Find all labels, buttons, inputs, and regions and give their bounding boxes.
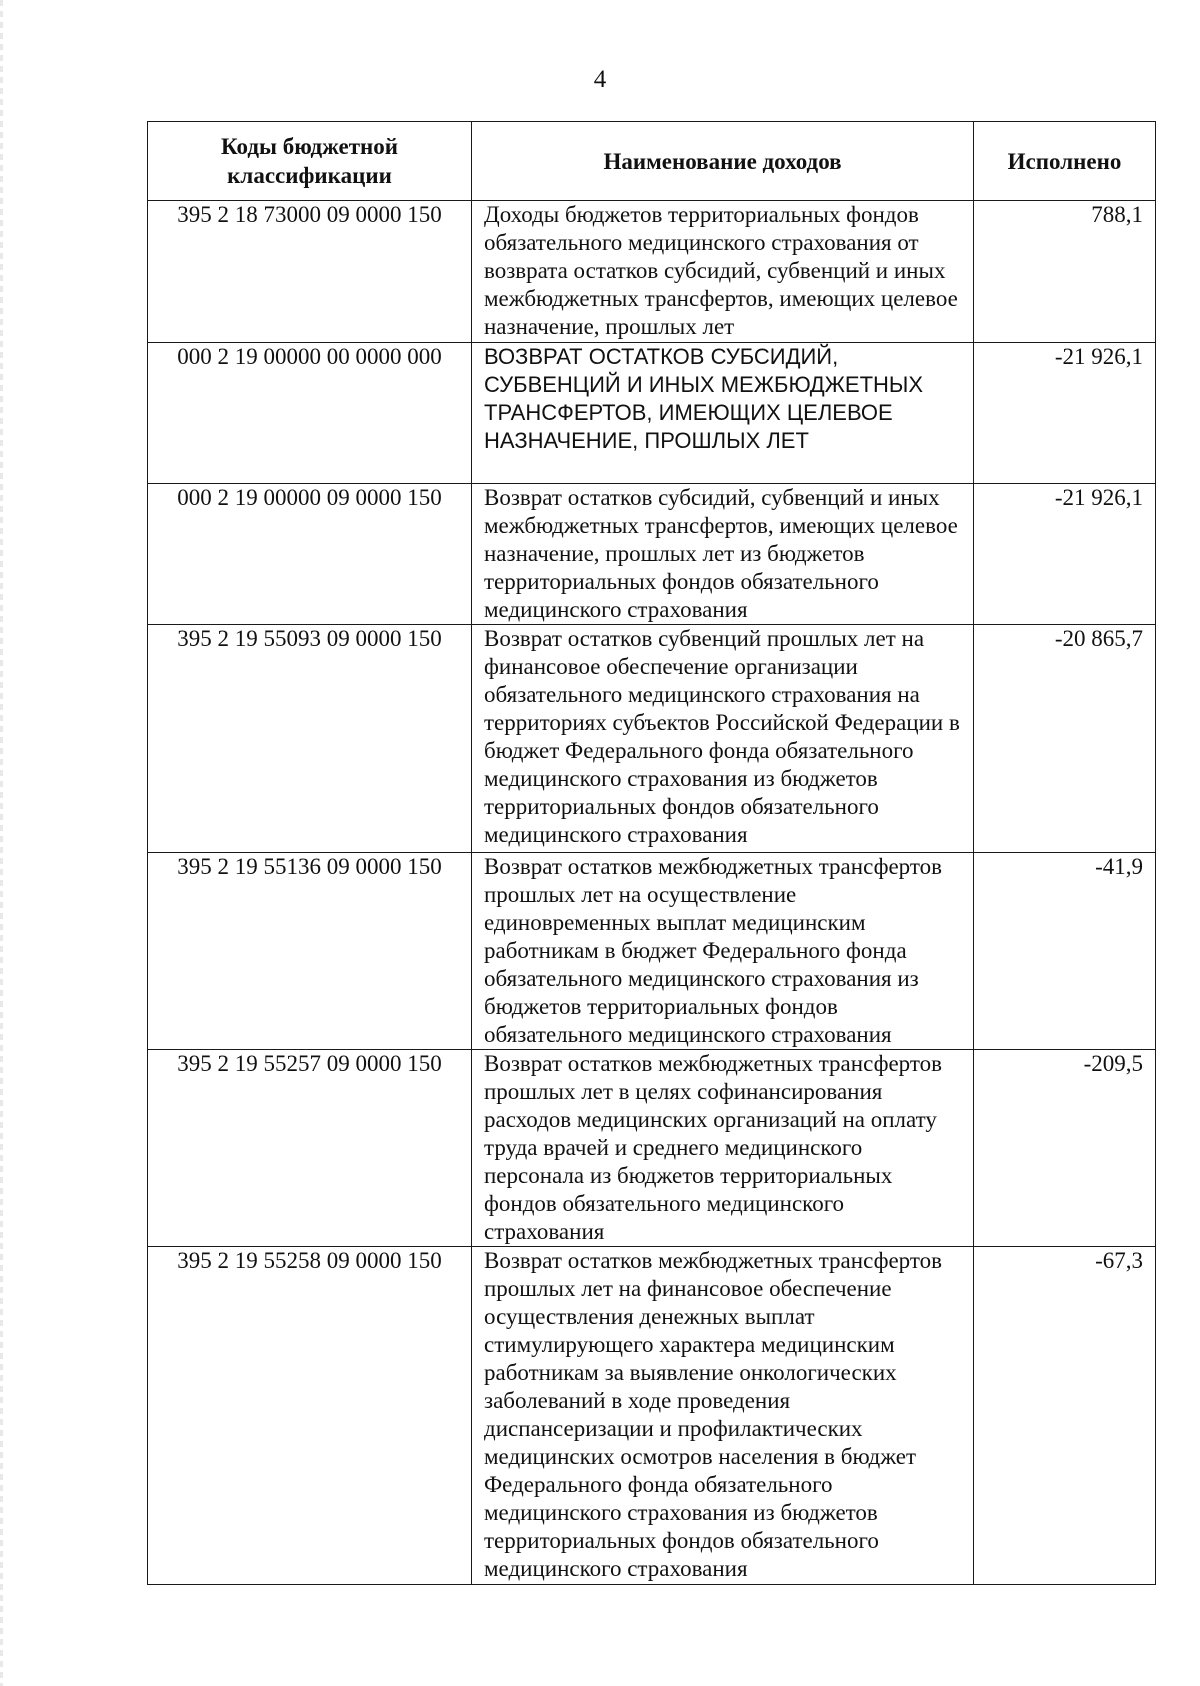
row-code: 000 2 19 00000 09 0000 150 <box>148 484 472 625</box>
table-row <box>148 484 1156 625</box>
row-code: 395 2 19 55258 09 0000 150 <box>148 1247 472 1585</box>
table-row <box>148 853 1156 1050</box>
header-budget-classification-code: Коды бюджетной классификации <box>148 122 472 201</box>
page-number: 4 <box>593 66 607 93</box>
row-executed-value: -20 865,7 <box>974 625 1156 853</box>
row-code: 395 2 19 55093 09 0000 150 <box>148 625 472 853</box>
table-header-row <box>148 122 1156 201</box>
row-income-name: ВОЗВРАТ ОСТАТКОВ СУБСИДИЙ, СУБВЕНЦИЙ И ИНЫХ МЕЖБЮДЖЕТНЫХ ТРАНСФЕРТОВ, ИМЕЮЩИХ ЦЕЛЕВОЕ НАЗНАЧЕНИЕ, ПРОШЛЫХ ЛЕТ <box>472 343 974 484</box>
row-income-name: Доходы бюджетов территориальных фондов обязательного медицинского страхования от возврата остатков субсидий, субвенций и иных межбюджетных трансфертов, имеющих целевое назначение, прошлых лет <box>472 201 974 343</box>
row-executed-value: 788,1 <box>974 201 1156 343</box>
table-row <box>148 343 1156 484</box>
row-income-name: Возврат остатков субвенций прошлых лет на финансовое обеспечение организации обязательного медицинского страхования на территориях субъектов Российской Федерации в бюджет Федерального фонда обязательного медицинского страхования из бюджетов территориальных фондов обязательного медицинского страхования <box>472 625 974 853</box>
row-income-name: Возврат остатков межбюджетных трансфертов прошлых лет в целях софинансирования расходов медицинских организаций на оплату труда врачей и среднего медицинского персонала из бюджетов территориальных фондов обязательного медицинского страхования <box>472 1050 974 1247</box>
row-code: 000 2 19 00000 00 0000 000 <box>148 343 472 484</box>
header-executed: Исполнено <box>974 122 1156 201</box>
row-executed-value: -21 926,1 <box>974 343 1156 484</box>
budget-income-table <box>147 121 1156 1585</box>
table-row <box>148 1050 1156 1247</box>
row-executed-value: -21 926,1 <box>974 484 1156 625</box>
scan-edge-artifact <box>0 0 3 1686</box>
table-row <box>148 1247 1156 1585</box>
row-income-name: Возврат остатков субсидий, субвенций и иных межбюджетных трансфертов, имеющих целевое назначение, прошлых лет из бюджетов территориальных фондов обязательного медицинского страхования <box>472 484 974 625</box>
table-row <box>148 625 1156 853</box>
row-income-name: Возврат остатков межбюджетных трансфертов прошлых лет на осуществление единовременных выплат медицинским работникам в бюджет Федерального фонда обязательного медицинского страхования из бюджетов территориальных фондов обязательного медицинского страхования <box>472 853 974 1050</box>
table-row <box>148 201 1156 343</box>
header-income-name: Наименование доходов <box>472 122 974 201</box>
row-income-name: Возврат остатков межбюджетных трансфертов прошлых лет на финансовое обеспечение осуществления денежных выплат стимулирующего характера медицинским работникам за выявление онкологических заболеваний в ходе проведения диспансеризации и профилактических медицинских осмотров населения в бюджет Федерального фонда обязательного медицинского страхования из бюджетов территориальных фондов обязательного медицинского страхования <box>472 1247 974 1585</box>
row-executed-value: -209,5 <box>974 1050 1156 1247</box>
row-code: 395 2 18 73000 09 0000 150 <box>148 201 472 343</box>
row-executed-value: -67,3 <box>974 1247 1156 1585</box>
row-code: 395 2 19 55136 09 0000 150 <box>148 853 472 1050</box>
row-code: 395 2 19 55257 09 0000 150 <box>148 1050 472 1247</box>
row-executed-value: -41,9 <box>974 853 1156 1050</box>
